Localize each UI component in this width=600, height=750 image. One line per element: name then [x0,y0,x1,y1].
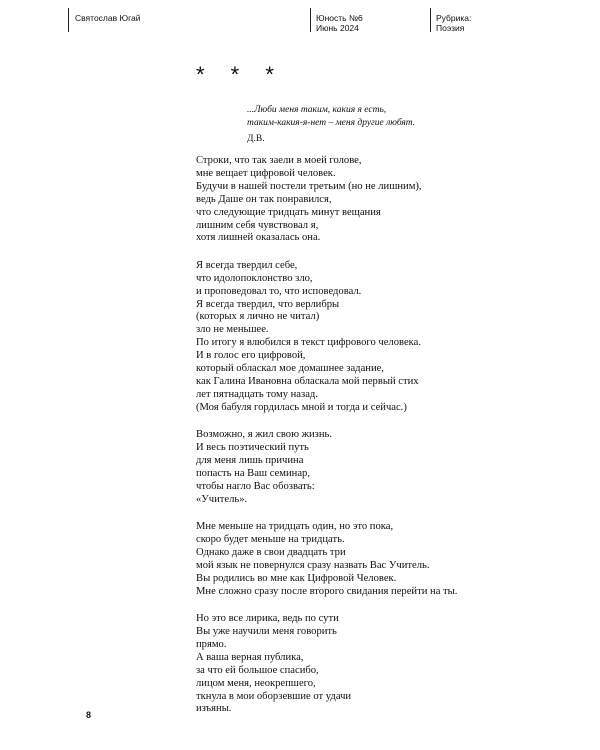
poem-line: что следующие тридцать минут вещания [196,206,381,218]
page-number: 8 [86,710,92,720]
header-date: Июнь 2024 [316,23,359,33]
poem-line: что идолопоклонство зло, [196,272,313,284]
poem-line: Я всегда твердил себе, [196,259,298,271]
poem-line: Я всегда твердил, что верлибры [196,298,340,310]
poem-line: за что ей большое спасибо, [196,664,319,676]
header-divider [68,8,69,32]
poem-line: который обласкал мое домашнее задание, [196,363,384,375]
poem-line: Вы уже научили меня говорить [196,626,337,637]
poem-line: мне вещает цифровой человек. [196,167,336,179]
poem-line: (которых я лично не читал) [196,311,320,323]
header-divider [430,8,431,32]
poem-line: Мне меньше на тридцать один, но это пока, [196,521,394,533]
poem-stanza [196,613,486,716]
header-rubric-block [436,13,600,33]
header-divider [310,8,311,32]
epigraph-line: таким-какия-я-нет – меня другие любят. [247,118,416,128]
poem-line: Будучи в нашей постели третьим (но не лишним), [196,180,422,192]
poem-body [196,155,486,731]
epigraph-line: ...Люби меня таким, какия я есть, [247,105,387,115]
poem-line: зло не меньшее. [196,324,269,336]
poem-line: мой язык не повернулся сразу назвать Вас Учитель. [196,559,430,571]
poem-line: (Моя бабуля гордилась мной и тогда и сейчас.) [196,401,407,413]
header-issue-block [316,13,363,33]
poem-line: Строки, что так заели в моей голове, [196,155,362,166]
poem-line: прямо. [196,638,227,650]
poem-line: лишним себя чувствовал я, [196,219,319,231]
poem-line: И весь поэтический путь [196,442,309,454]
poem-line: Но это все лирика, ведь по сути [196,613,339,625]
poem-line: По итогу я влюбился в текст цифрового человека. [196,337,421,349]
poem-line: как Галина Ивановна обласкала мой первый стих [196,376,419,387]
poem-line: Возможно, я жил свою жизнь. [196,429,332,441]
poem-line: скоро будет меньше на тридцать. [196,534,345,546]
poem-line: Однако даже в свои двадцать три [196,546,346,558]
poem-line: хотя лишней оказалась она. [196,232,321,244]
epigraph-author: Д.В. [247,134,265,144]
poem-line: И в голос его цифровой, [196,350,306,362]
epigraph [247,104,415,146]
poem-line: ведь Даше он так понравился, [196,193,332,205]
poem-stanza [196,521,486,598]
poem-line: для меня лишь причина [196,455,304,467]
header-rubric-label: Рубрика: [436,13,472,23]
poem-line: Мне сложно сразу после второго свидания перейти на ты. [196,585,458,597]
header-rubric-value: Поэзия [436,23,465,33]
poem-stanza [196,429,486,506]
poem-line: Вы родились во мне как Цифровой Человек. [196,572,397,584]
poem-stanza [196,260,486,415]
poem-stanza [196,155,486,245]
poem-line: ткнула в мои оборзевшие от удачи [196,690,352,702]
poem-line: и проповедовал то, что исповедовал. [196,285,362,297]
poem-line: изъяны. [196,703,232,715]
header-author: Святослав Югай [75,13,141,23]
poem-line: чтобы нагло Вас обозвать: [196,480,315,492]
poem-line: лицом меня, неокрепшего, [196,677,316,689]
running-header [0,0,600,40]
header-issue: Юность №6 [316,13,363,23]
poem-line: попасть на Ваш семинар, [196,467,310,479]
poem-line: «Учитель». [196,493,248,505]
poem-title: * * * [196,62,284,87]
poem-line: лет пятнадцать тому назад. [196,388,318,400]
poem-line: А ваша верная публика, [196,651,304,663]
